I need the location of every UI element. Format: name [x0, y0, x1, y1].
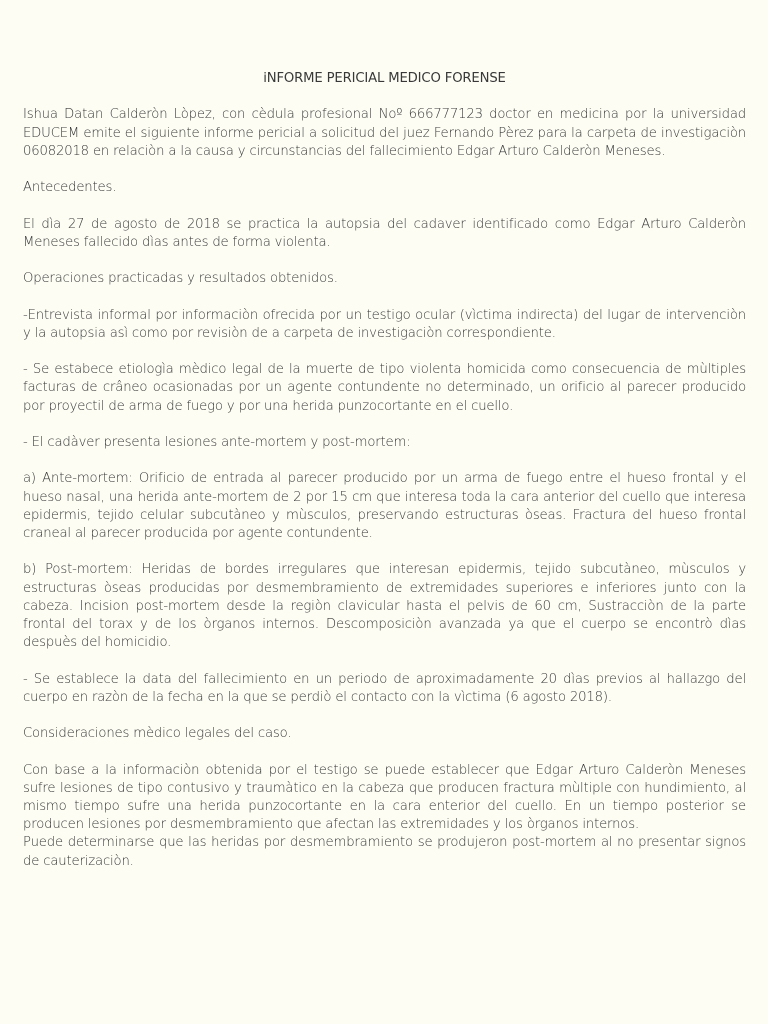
entrevista-paragraph: -Entrevista informal por informaciòn ofrecida por un testigo ocular (vìctima indirecta) del lugar de intervenciòn y la autopsia asì como por revisiòn de a carpeta de investigaciòn correspondiente. — [23, 307, 746, 341]
document-title: iNFORME PERICIAL MEDICO FORENSE — [263, 71, 506, 86]
data-fallecimiento-paragraph: - Se establece la data del fallecimiento en un periodo de aproximadamente 20 dìas previos al hallazgo del cuerpo en razòn de la fecha en la que se perdiò el contacto con la vìctima (6 agosto 2018). — [23, 671, 746, 705]
antecedentes-paragraph: El dìa 27 de agosto de 2018 se practica la autopsia del cadaver identificado como Edgar Arturo Calderòn Meneses fallecido dìas antes de forma violenta. — [23, 216, 746, 250]
consideraciones-paragraph: Con base a la informaciòn obtenida por el testigo se puede establecer que Edgar Arturo Calderòn Meneses sufre lesiones de tipo contusivo y traumàtico en la cabeza que producen fractura mùltiple con hundimiento, al mismo tiempo sufre una herida punzocortante en la cara enterior del cuello. En un tiempo posterior se producen lesiones por desmembramiento que afectan las extremidades y los òrganos internos. — [23, 762, 746, 833]
post-mortem-paragraph: b) Post-mortem: Heridas de bordes irregulares que interesan epidermis, tejido subcutàneo, mùsculos y estructuras òseas producidas por desmembramiento de extremidades superiores e inferiores junto con la cabeza. Incision post-mortem desde la regiòn clavicular hasta el pelvis de 60 cm, Sustracciòn de la parte frontal del torax y de los òrganos internos. Descomposiciòn avanzada ya que el cuerpo se encontrò dìas despuès del homicidio. — [23, 562, 746, 651]
lesiones-paragraph: - El cadàver presenta lesiones ante-mortem y post-mortem: — [23, 434, 411, 450]
heading-consideraciones: Consideraciones mèdico legales del caso. — [23, 726, 292, 742]
ante-mortem-paragraph: a) Ante-mortem: Orificio de entrada al parecer producido por un arma de fuego entre el hueso frontal y el hueso nasal, una herida ante-mortem de 2 por 15 cm que interesa toda la cara anterior del cuello que interesa epidermis, tejido celular subcutàneo y mùsculos, preservando estructuras òseas. Fractura del hueso frontal craneal al parecer producida por agente contundente. — [23, 471, 746, 541]
heading-operaciones: Operaciones practicadas y resultados obtenidos. — [23, 271, 338, 287]
conclusion-paragraph: Puede determinarse que las heridas por desmembramiento se produjeron post-mortem al no presentar signos de cauterizaciòn. — [23, 835, 746, 869]
intro-paragraph: Ishua Datan Calderòn Lòpez, con cèdula profesional Noº 666777123 doctor en medicina por la universidad EDUCEM emite el siguiente informe pericial a solicitud del juez Fernando Pèrez para la carpeta de investigaciòn 06082018 en relaciòn a la causa y circunstancias del fallecimiento Edgar Arturo Calderòn Meneses. — [23, 107, 746, 159]
etiologia-paragraph: - Se estabece etiologìa mèdico legal de la muerte de tipo violenta homicida como consecuencia de mùltiples facturas de crâneo ocasionadas por un agente contundente no determinado, un orificio al parecer producido por proyectil de arma de fuego y por una herida punzocortante en el cuello. — [23, 362, 746, 414]
heading-antecedentes: Antecedentes. — [23, 180, 117, 196]
